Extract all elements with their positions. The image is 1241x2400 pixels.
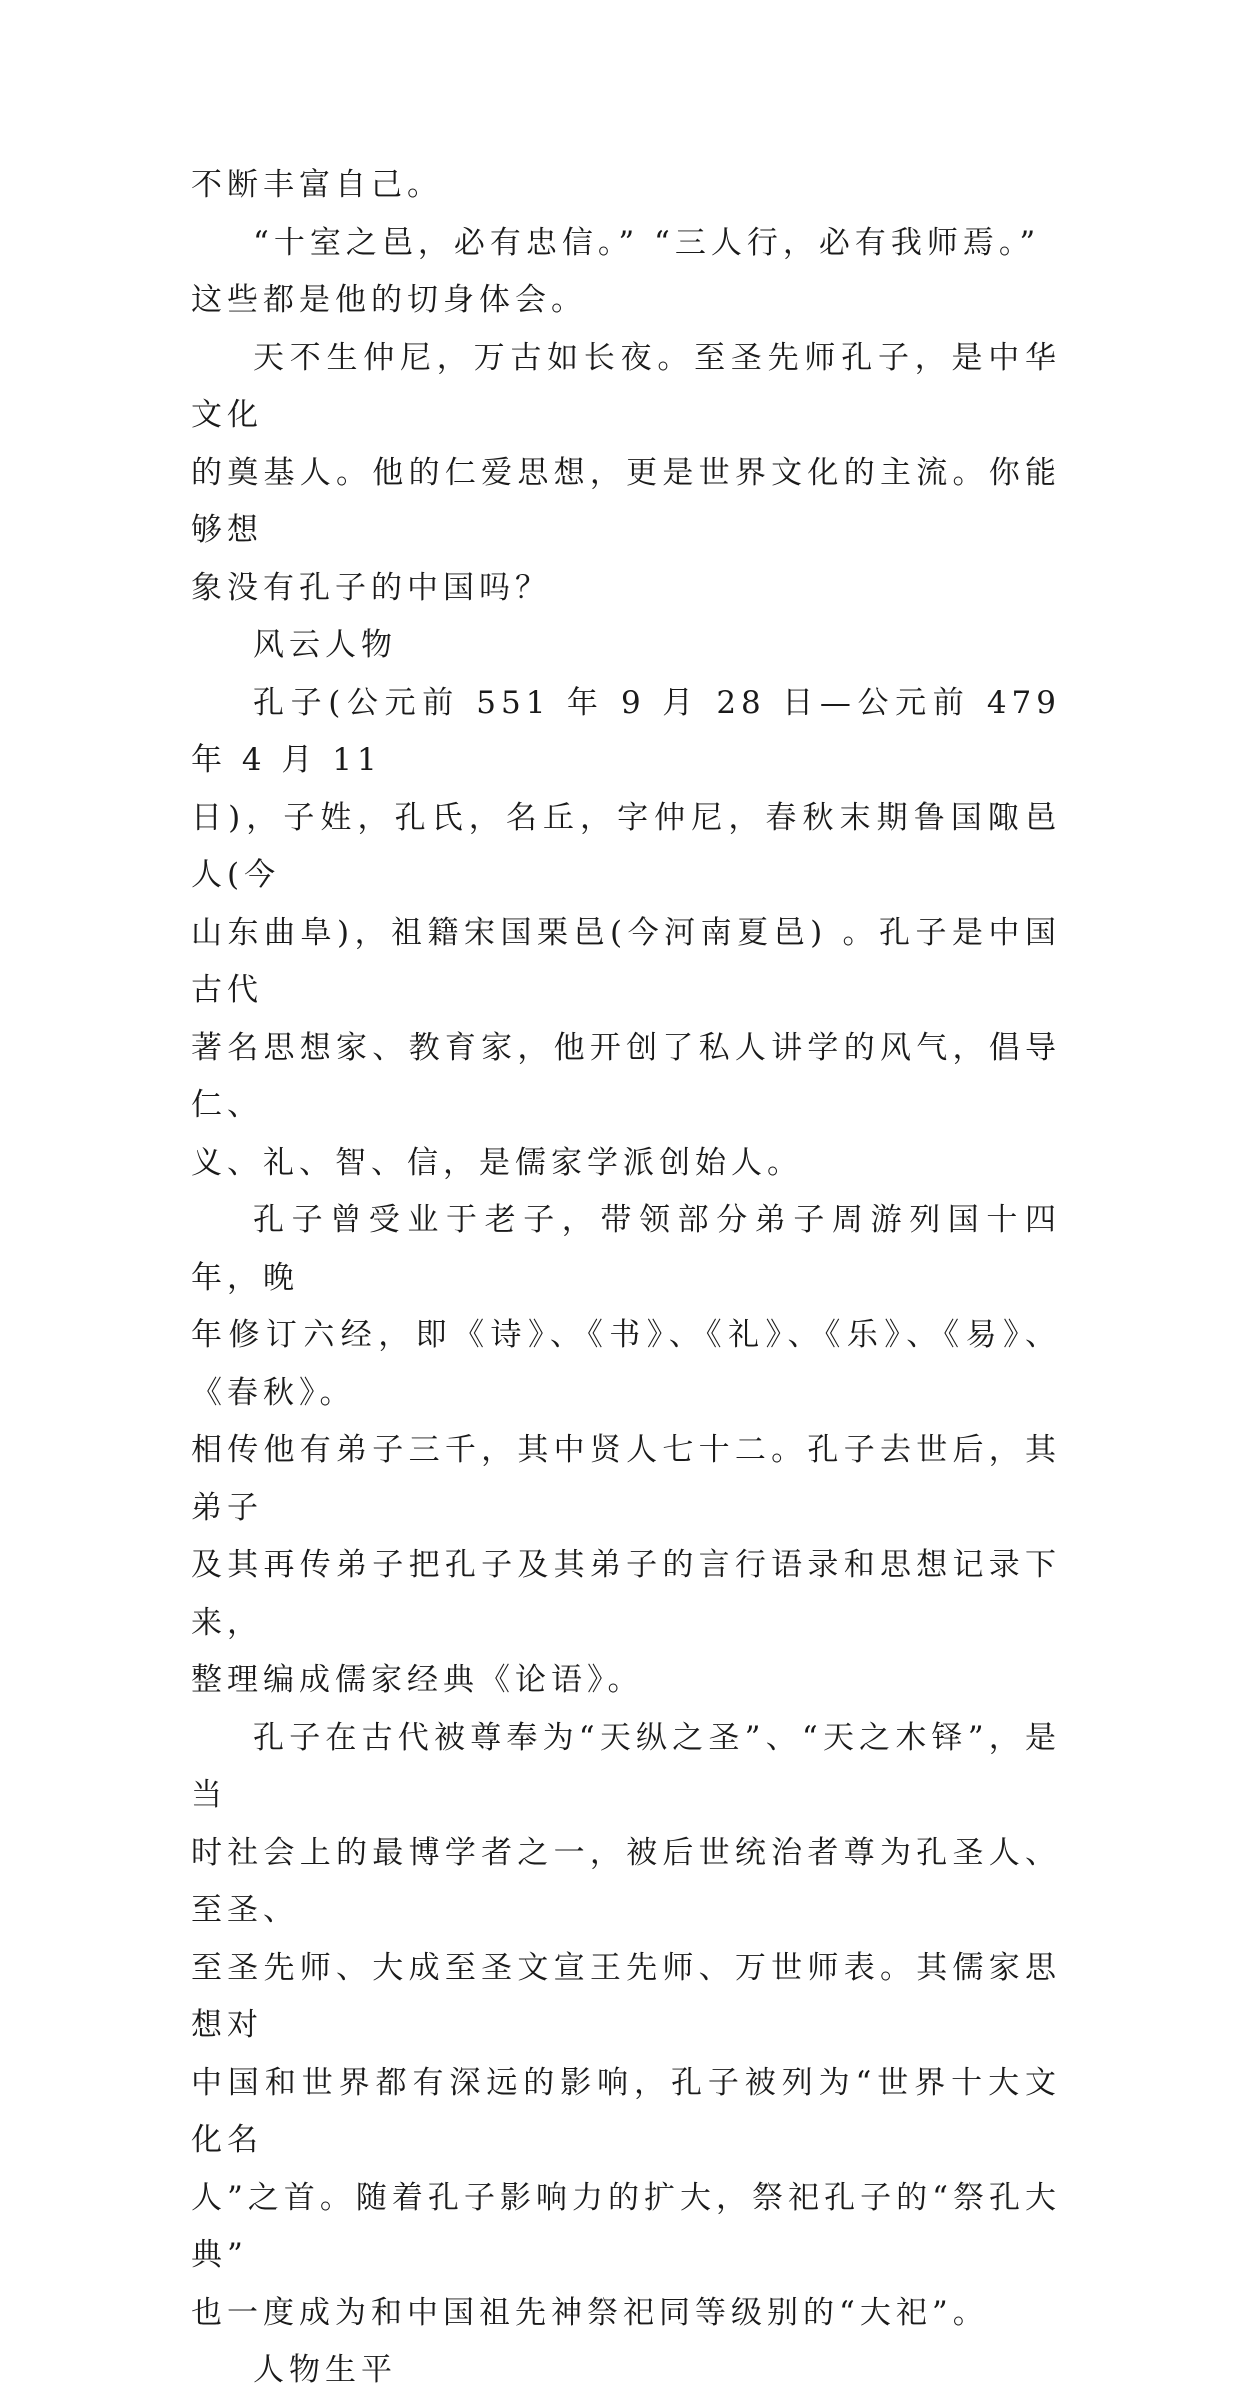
text-line: 及其再传弟子把孔子及其弟子的言行语录和思想记录下来， — [191, 1547, 1061, 1641]
text-line: 人”之首。随着孔子影响力的扩大，祭祀孔子的“祭孔大典” — [191, 2179, 1061, 2273]
text-line: 不断丰富自己。 — [191, 167, 443, 203]
paragraph — [191, 215, 1061, 330]
text-line: 孔子(公元前 551 年 9 月 28 日—公元前 479 年 4 月 11 — [191, 684, 1061, 778]
paragraph — [191, 1710, 1061, 2343]
paragraph — [191, 330, 1061, 618]
text-line: 相传他有弟子三千，其中贤人七十二。孔子去世后，其弟子 — [191, 1432, 1061, 1526]
paragraph — [191, 157, 1061, 215]
text-line: 至圣先师、大成至圣文宣王先师、万世师表。其儒家思想对 — [191, 1949, 1061, 2043]
text-line: 的奠基人。他的仁爱思想，更是世界文化的主流。你能够想 — [191, 454, 1061, 548]
paragraph — [191, 675, 1061, 1193]
document-body — [191, 157, 1061, 2400]
text-line: 也一度成为和中国祖先神祭祀同等级别的“大祀”。 — [191, 2294, 989, 2331]
text-line: 人物生平 — [253, 2352, 397, 2388]
text-line: 象没有孔子的中国吗？ — [191, 569, 551, 606]
text-line: 天不生仲尼，万古如长夜。至圣先师孔子，是中华文化 — [191, 339, 1061, 433]
paragraph — [191, 617, 1061, 675]
text-line: 风云人物 — [253, 627, 397, 663]
text-line: 整理编成儒家经典《论语》。 — [191, 1662, 644, 1698]
paragraph — [191, 1192, 1061, 1710]
text-line: 年修订六经，即《诗》、《书》、《礼》、《乐》、《易》、《春秋》。 — [191, 1317, 1061, 1411]
text-line: 这些都是他的切身体会。 — [191, 282, 587, 318]
text-line: 日)，子姓，孔氏，名丘，字仲尼，春秋末期鲁国陬邑人(今 — [191, 799, 1061, 893]
text-line: 山东曲阜)，祖籍宋国栗邑(今河南夏邑) 。孔子是中国古代 — [191, 914, 1061, 1008]
text-line: 义、礼、智、信，是儒家学派创始人。 — [191, 1144, 803, 1181]
text-line: 中国和世界都有深远的影响，孔子被列为“世界十大文化名 — [191, 2064, 1061, 2158]
text-line: “十室之邑，必有忠信。” “三人行，必有我师焉。” — [253, 224, 1041, 261]
text-line: 时社会上的最博学者之一，被后世统治者尊为孔圣人、至圣、 — [191, 1834, 1061, 1928]
text-line: 著名思想家、教育家，他开创了私人讲学的风气，倡导仁、 — [191, 1029, 1061, 1123]
paragraph — [191, 2342, 1061, 2400]
text-line: 孔子曾受业于老子，带领部分弟子周游列国十四年，晚 — [191, 1202, 1061, 1296]
text-line: 孔子在古代被尊奉为“天纵之圣”、“天之木铎”，是当 — [191, 1719, 1061, 1813]
